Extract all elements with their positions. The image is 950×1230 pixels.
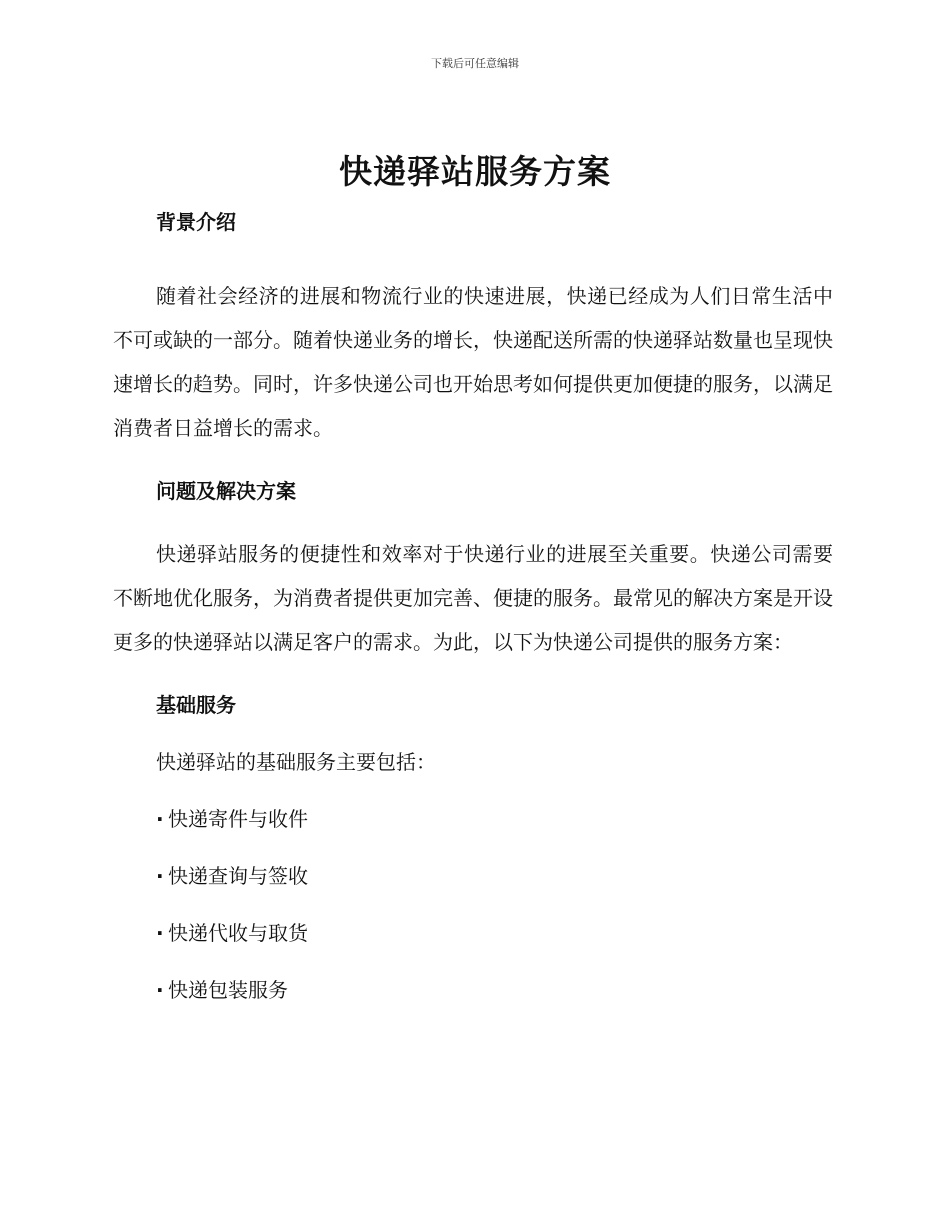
bullet-icon: ·: [156, 921, 164, 945]
section-heading-problem-solution: 问题及解决方案: [156, 479, 296, 503]
list-item-text: 快递包装服务: [168, 978, 288, 1002]
section-heading-background: 背景介绍: [156, 210, 236, 234]
document-body: [113, 205, 833, 1007]
header-note: 下载后可任意编辑: [431, 57, 519, 70]
bullet-icon: ·: [156, 978, 164, 1002]
list-item-text: 快递代收与取货: [168, 921, 308, 945]
list-item: [156, 859, 833, 893]
list-item-text: 快递寄件与收件: [168, 807, 308, 831]
list-item: [156, 916, 833, 950]
problem-solution-paragraph: 快递驿站服务的便捷性和效率对于快递行业的进展至关重要。快递公司需要不断地优化服务，为消费者提供更加完善、便捷的服务。最常见的解决方案是开设更多的快递驿站以满足客户的需求。为此，以下为快递公司提供的服务方案：: [113, 542, 833, 654]
list-item-text: 快递查询与签收: [168, 864, 308, 888]
list-item: [156, 802, 833, 836]
background-paragraph: 随着社会经济的进展和物流行业的快速进展，快递已经成为人们日常生活中不可或缺的一部分。随着快递业务的增长，快递配送所需的快递驿站数量也呈现快速增长的趋势。同时，许多快递公司也开始思考如何提供更加便捷的服务，以满足消费者日益增长的需求。: [113, 284, 833, 440]
document-title: 快递驿站服务方案: [339, 152, 611, 191]
basic-services-list: [113, 802, 833, 1007]
list-item: [156, 973, 833, 1007]
section-heading-basic-services: 基础服务: [156, 693, 236, 717]
basic-services-intro: 快递驿站的基础服务主要包括：: [156, 750, 436, 774]
bullet-icon: ·: [156, 864, 164, 888]
bullet-icon: ·: [156, 807, 164, 831]
